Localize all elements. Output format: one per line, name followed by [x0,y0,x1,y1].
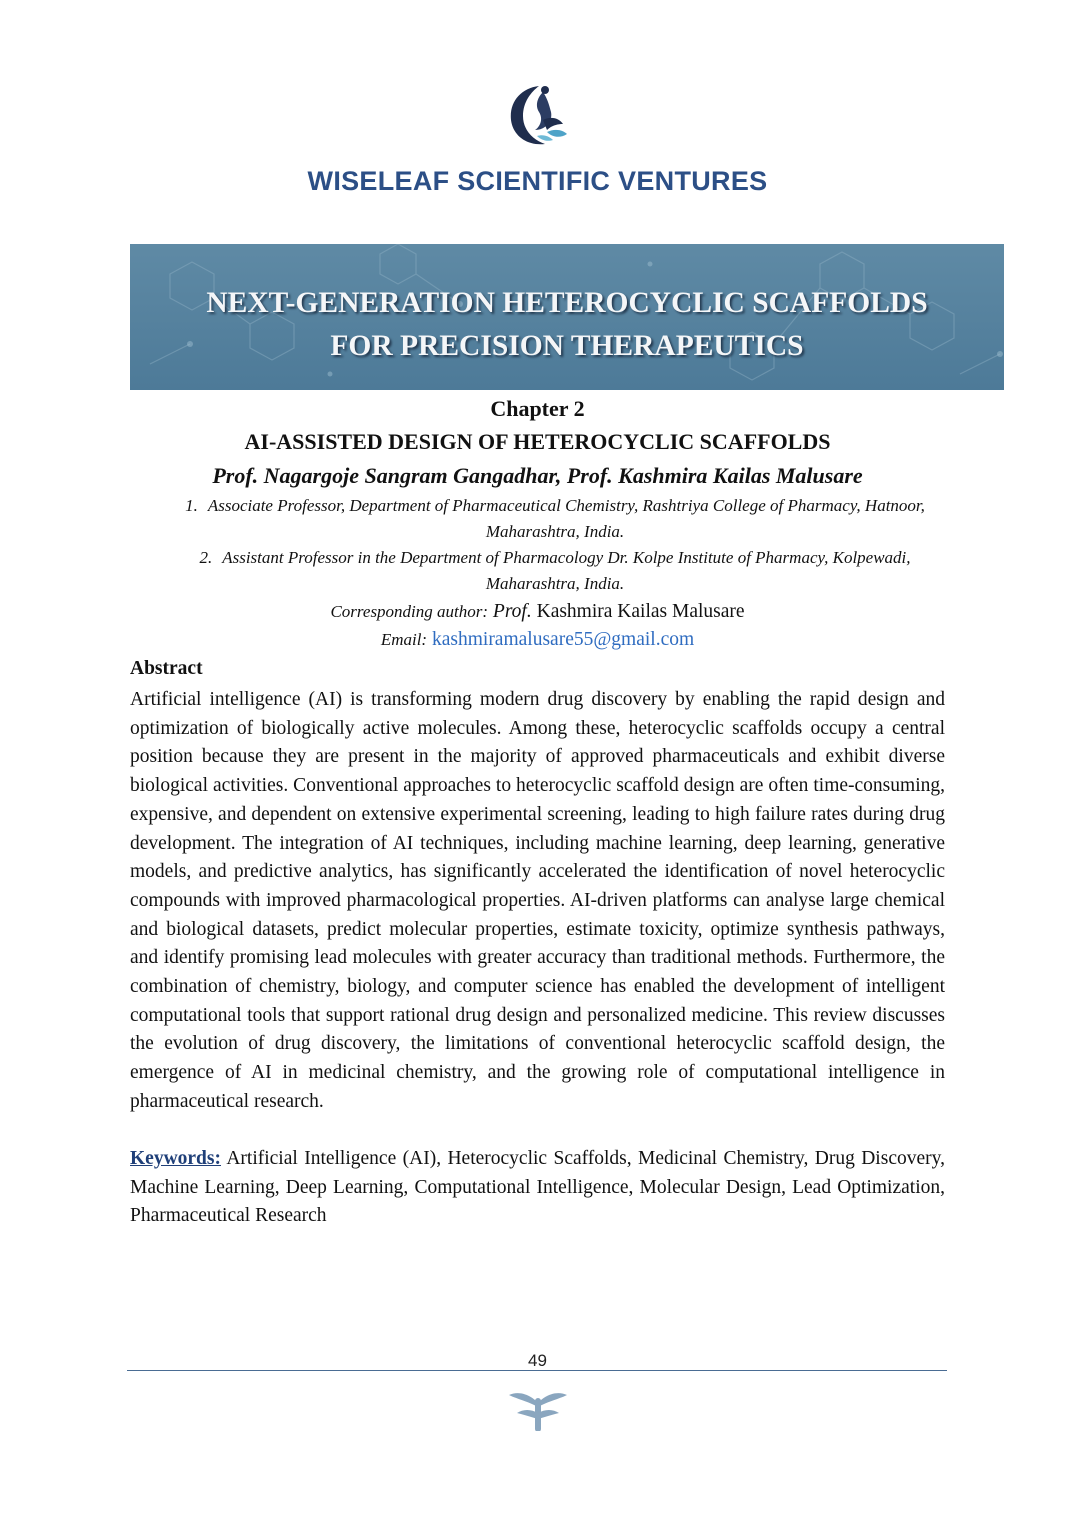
book-title [130,282,1004,368]
abstract-heading: Abstract [130,658,203,679]
leaf-sprout-icon [507,1385,569,1431]
publisher-name: WISELEAF SCIENTIFIC VENTURES [307,166,768,196]
email-line [0,629,1075,651]
footer-divider [127,1370,947,1371]
affiliation-number: 1. [185,496,198,515]
page-number: 49 [528,1351,547,1370]
affiliation-number: 2. [199,548,213,567]
abstract-text: Artificial intelligence (AI) is transforming modern drug discovery by enabling the rapid design and optimization of biologically active molecules. Among these, heterocyclic scaffolds occupy a central position because they are present in the majority of approved pharmaceuticals and exhibit diverse biological activities. Conventional approaches to heterocyclic scaffold design are often time-consuming, expensive, and dependent on extensive experimental screening, leading to high failure rates during drug development. The integration of AI techniques, including machine learning, deep learning, generative models, and predictive analytics, has significantly accelerated the identification of novel heterocyclic compounds with improved pharmacological properties. AI-driven platforms can analyse large chemical and biological datasets, predict molecular properties, estimate toxicity, optimize synthesis pathways, and identify promising lead molecules with greater accuracy than traditional methods. Furthermore, the combination of chemistry, biology, and computer science has enabled the development of intelligent computational tools that support rational drug design and personalized medicine. This review discusses the evolution of drug discovery, the limitations of conventional heterocyclic scaffold design, the emergence of AI in medicinal chemistry, and the growing role of computational intelligence in pharmaceutical research. [130,689,945,1112]
chapter-label: Chapter 2 [490,396,585,421]
corresponding-author-name: Kashmira Kailas Malusare [536,601,745,622]
corresponding-author-label: Corresponding author: [330,602,489,621]
email-link[interactable]: kashmiramalusare55@gmail.com [431,629,695,650]
affiliation-2 [175,545,935,597]
chapter-title: AI-ASSISTED DESIGN OF HETEROCYCLIC SCAFFOLDS [244,429,831,454]
keywords-text: Artificial Intelligence (AI), Heterocyclic Scaffolds, Medicinal Chemistry, Drug Discovery, Machine Learning, Deep Learning, Computational Intelligence, Molecular Design, Lead Optimization, Pharmaceutical Research [130,1148,945,1227]
book-title-line-2: FOR PRECISION THERAPEUTICS [330,330,804,362]
keywords-label: Keywords: [130,1148,221,1169]
book-title-banner [130,244,1004,390]
affiliation-text: Assistant Professor in the Department of Pharmacology Dr. Kolpe Institute of Pharmacy, Kolpewadi, Maharashtra, India. [222,548,911,593]
corresponding-author [0,601,1075,623]
keywords-paragraph [130,1145,945,1231]
affiliation-text: Associate Professor, Department of Pharmaceutical Chemistry, Rashtriya College of Pharmacy, Hatnoor, Maharashtra, India. [207,496,925,541]
email-label: Email: [380,630,428,649]
corresponding-author-title: Prof. [492,601,532,622]
affiliation-1 [175,493,935,545]
book-title-line-1: NEXT-GENERATION HETEROCYCLIC SCAFFOLDS [206,287,928,319]
publisher-logo-icon [503,80,571,150]
author-list: Prof. Nagargoje Sangram Gangadhar, Prof. Kashmira Kailas Malusare [212,463,863,488]
